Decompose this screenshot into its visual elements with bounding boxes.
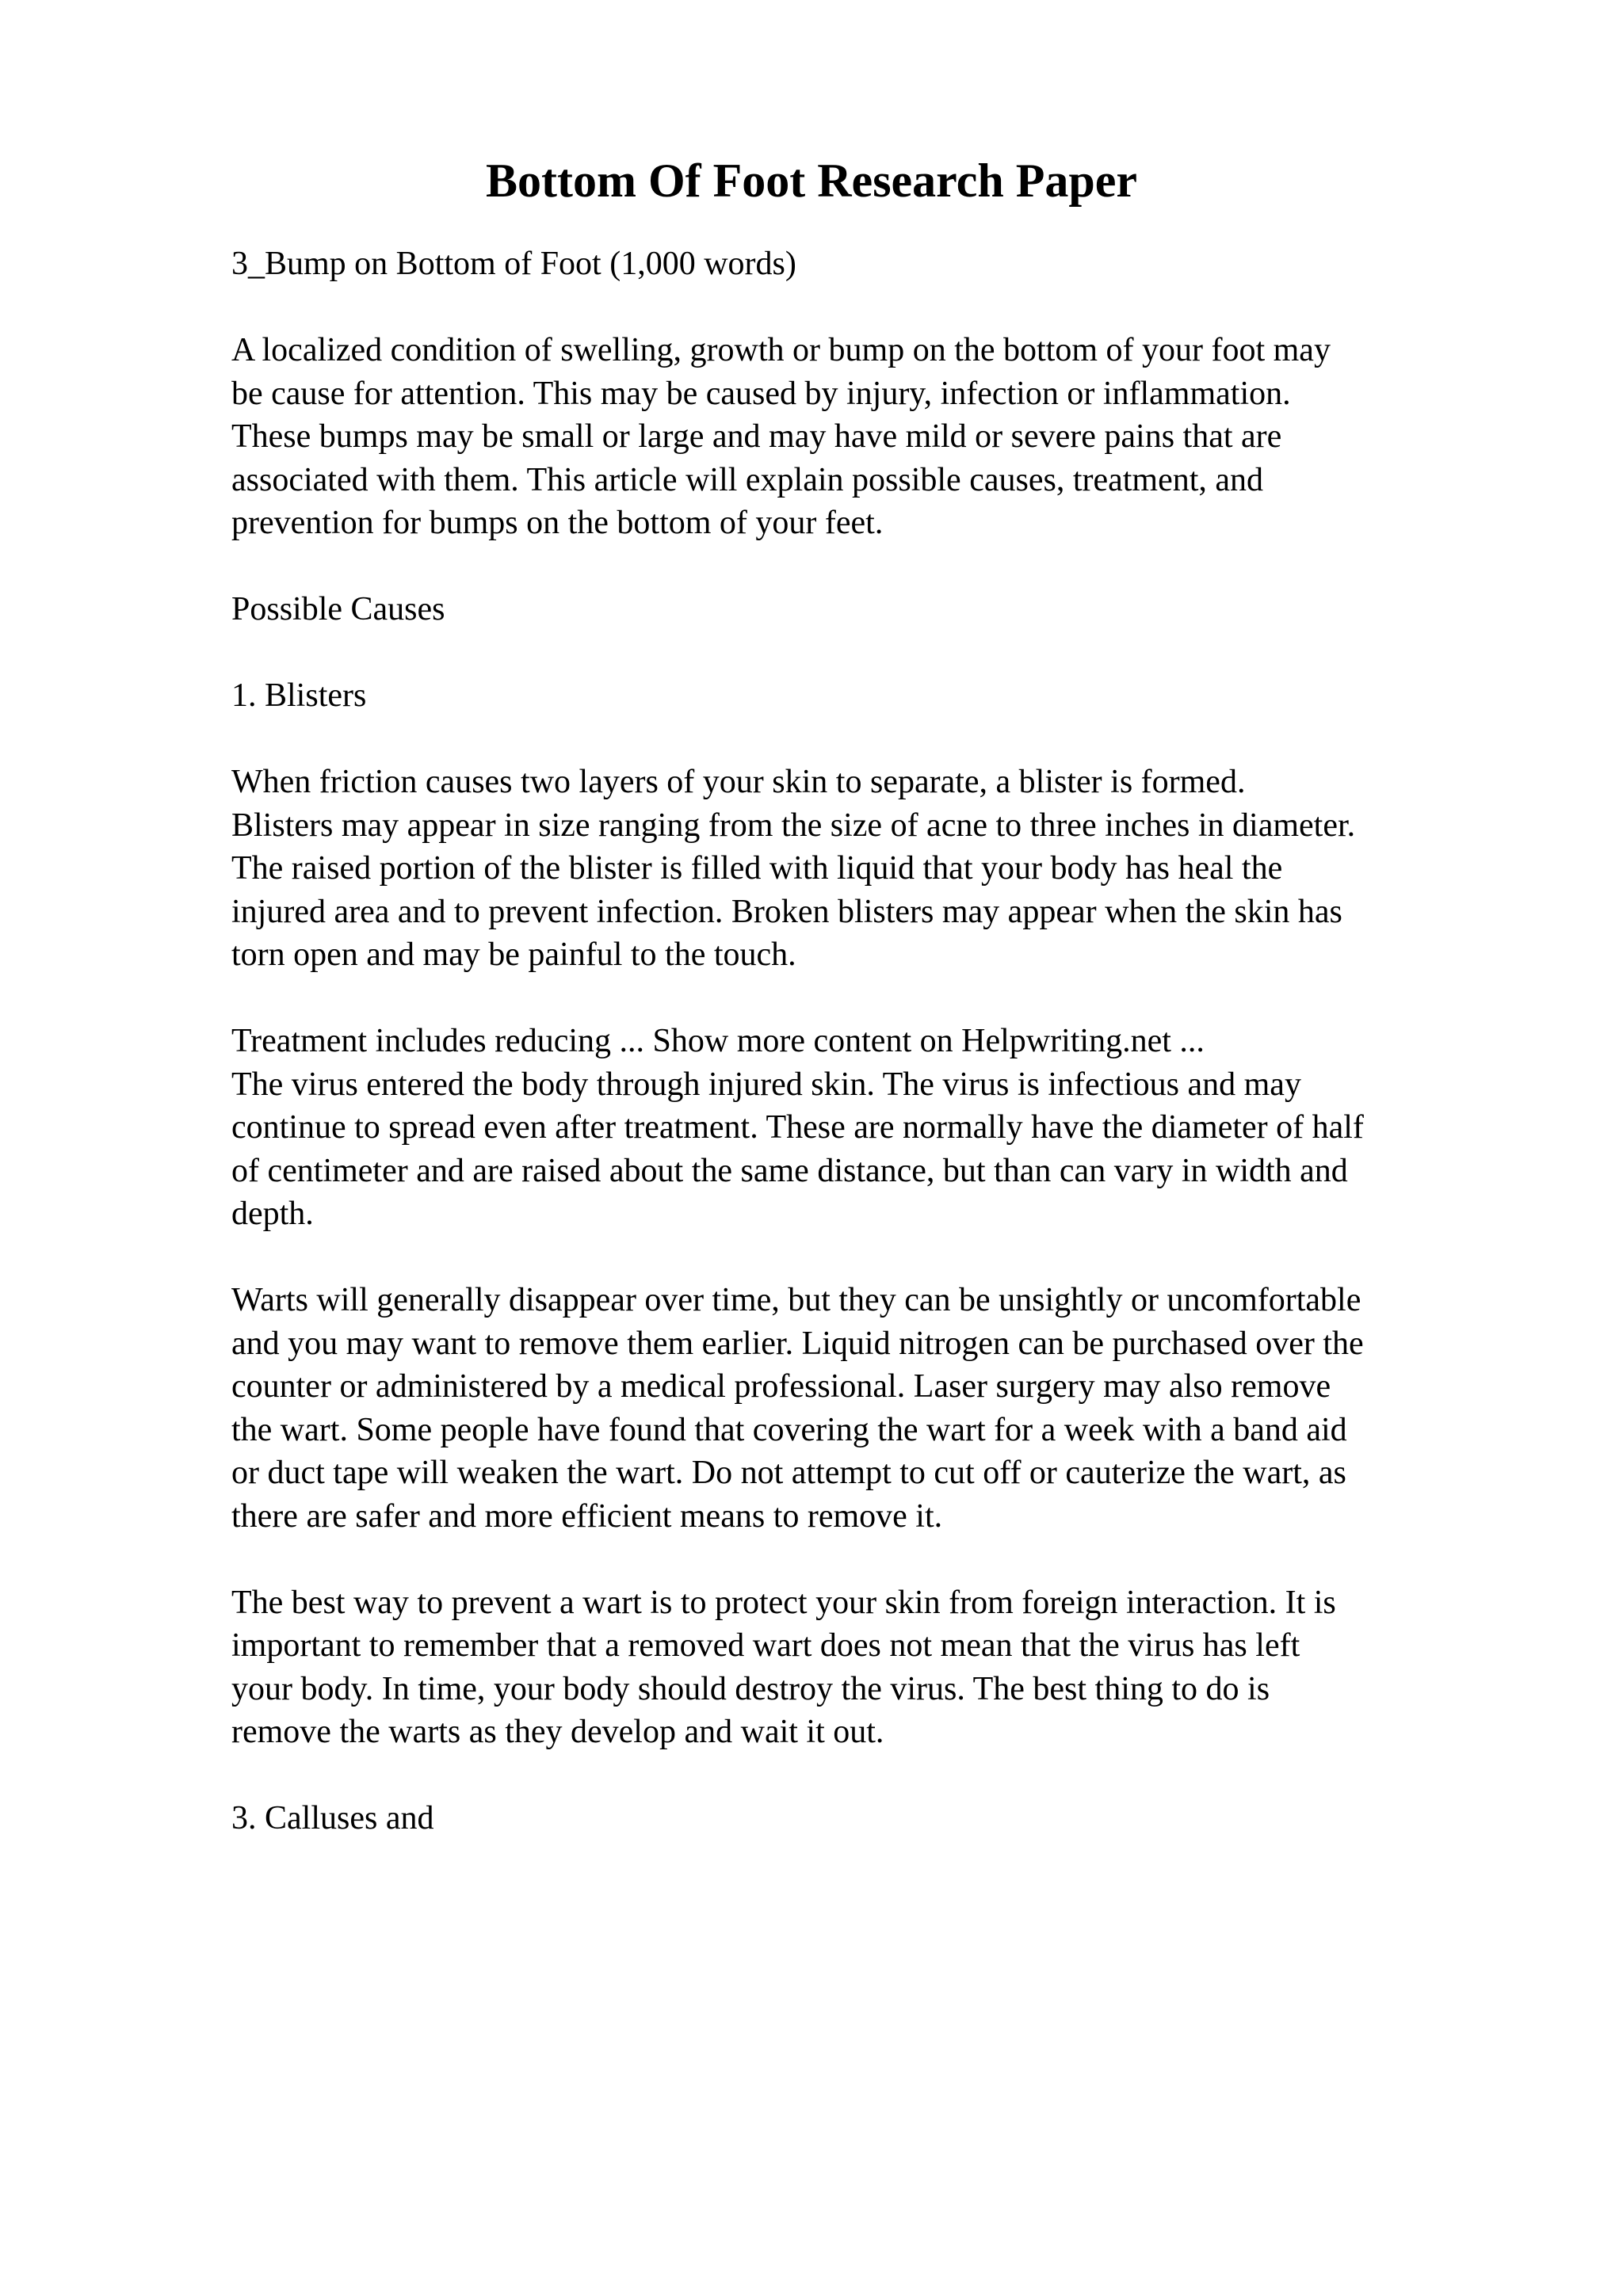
text-line: A localized condition of swelling, growth or bump on the bottom of your foot may (231, 332, 1331, 368)
text-line: important to remember that a removed wart does not mean that the virus has left (231, 1627, 1300, 1664)
text-line: 3_Bump on Bottom of Foot (1,000 words) (231, 246, 796, 282)
text-line: your body. In time, your body should destroy the virus. The best thing to do is (231, 1670, 1270, 1707)
text-line: of centimeter and are raised about the same distance, but than can vary in width and (231, 1152, 1348, 1189)
paragraph (231, 761, 1515, 977)
text-line: 3. Calluses and (231, 1800, 434, 1836)
paragraph (231, 1581, 1515, 1754)
section-heading (231, 1797, 1515, 1840)
text-line: The virus entered the body through injured skin. The virus is infectious and may (231, 1066, 1301, 1103)
text-line: remove the warts as they develop and wait it out. (231, 1714, 884, 1750)
text-line: The best way to prevent a wart is to protect your skin from foreign interaction. It is (231, 1584, 1336, 1621)
text-line: or duct tape will weaken the wart. Do not attempt to cut off or cauterize the wart, as (231, 1455, 1346, 1491)
text-line: 1. Blisters (231, 677, 367, 714)
text-line: The raised portion of the blister is filled with liquid that your body has heal the (231, 850, 1283, 887)
text-line: counter or administered by a medical professional. Laser surgery may also remove (231, 1368, 1331, 1405)
text-line: Warts will generally disappear over time, but they can be unsightly or uncomfortable (231, 1282, 1361, 1318)
text-line: When friction causes two layers of your skin to separate, a blister is formed. (231, 764, 1246, 800)
paragraph (231, 1279, 1515, 1538)
text-line: Treatment includes reducing ... Show more content on Helpwriting.net ... (231, 1023, 1205, 1059)
text-line: be cause for attention. This may be caused by injury, infection or inflammation. (231, 375, 1291, 412)
paragraph (231, 329, 1515, 545)
section-heading (231, 242, 1515, 286)
text-line: These bumps may be small or large and may have mild or severe pains that are (231, 418, 1282, 455)
paragraph (231, 1063, 1515, 1236)
text-line: torn open and may be painful to the touch. (231, 936, 796, 973)
section-heading (231, 674, 1515, 718)
document-title: Bottom Of Foot Research Paper (485, 154, 1137, 207)
document-body (231, 242, 1515, 1883)
paragraph (231, 1020, 1515, 1063)
text-line: there are safer and more efficient means to remove it. (231, 1497, 943, 1535)
text-line: and you may want to remove them earlier. Liquid nitrogen can be purchased over the (231, 1325, 1364, 1362)
text-line: Blisters may appear in size ranging from the size of acne to three inches in diameter. (231, 807, 1356, 844)
text-line: continue to spread even after treatment. These are normally have the diameter of half (231, 1109, 1364, 1146)
text-line: injured area and to prevent infection. Broken blisters may appear when the skin has (231, 893, 1342, 930)
text-line: associated with them. This article will explain possible causes, treatment, and (231, 461, 1264, 498)
text-line: Possible Causes (231, 591, 445, 627)
section-heading (231, 588, 1515, 631)
text-line: prevention for bumps on the bottom of your feet. (231, 505, 884, 541)
text-line: depth. (231, 1196, 314, 1232)
text-line: the wart. Some people have found that covering the wart for a week with a band aid (231, 1411, 1347, 1448)
